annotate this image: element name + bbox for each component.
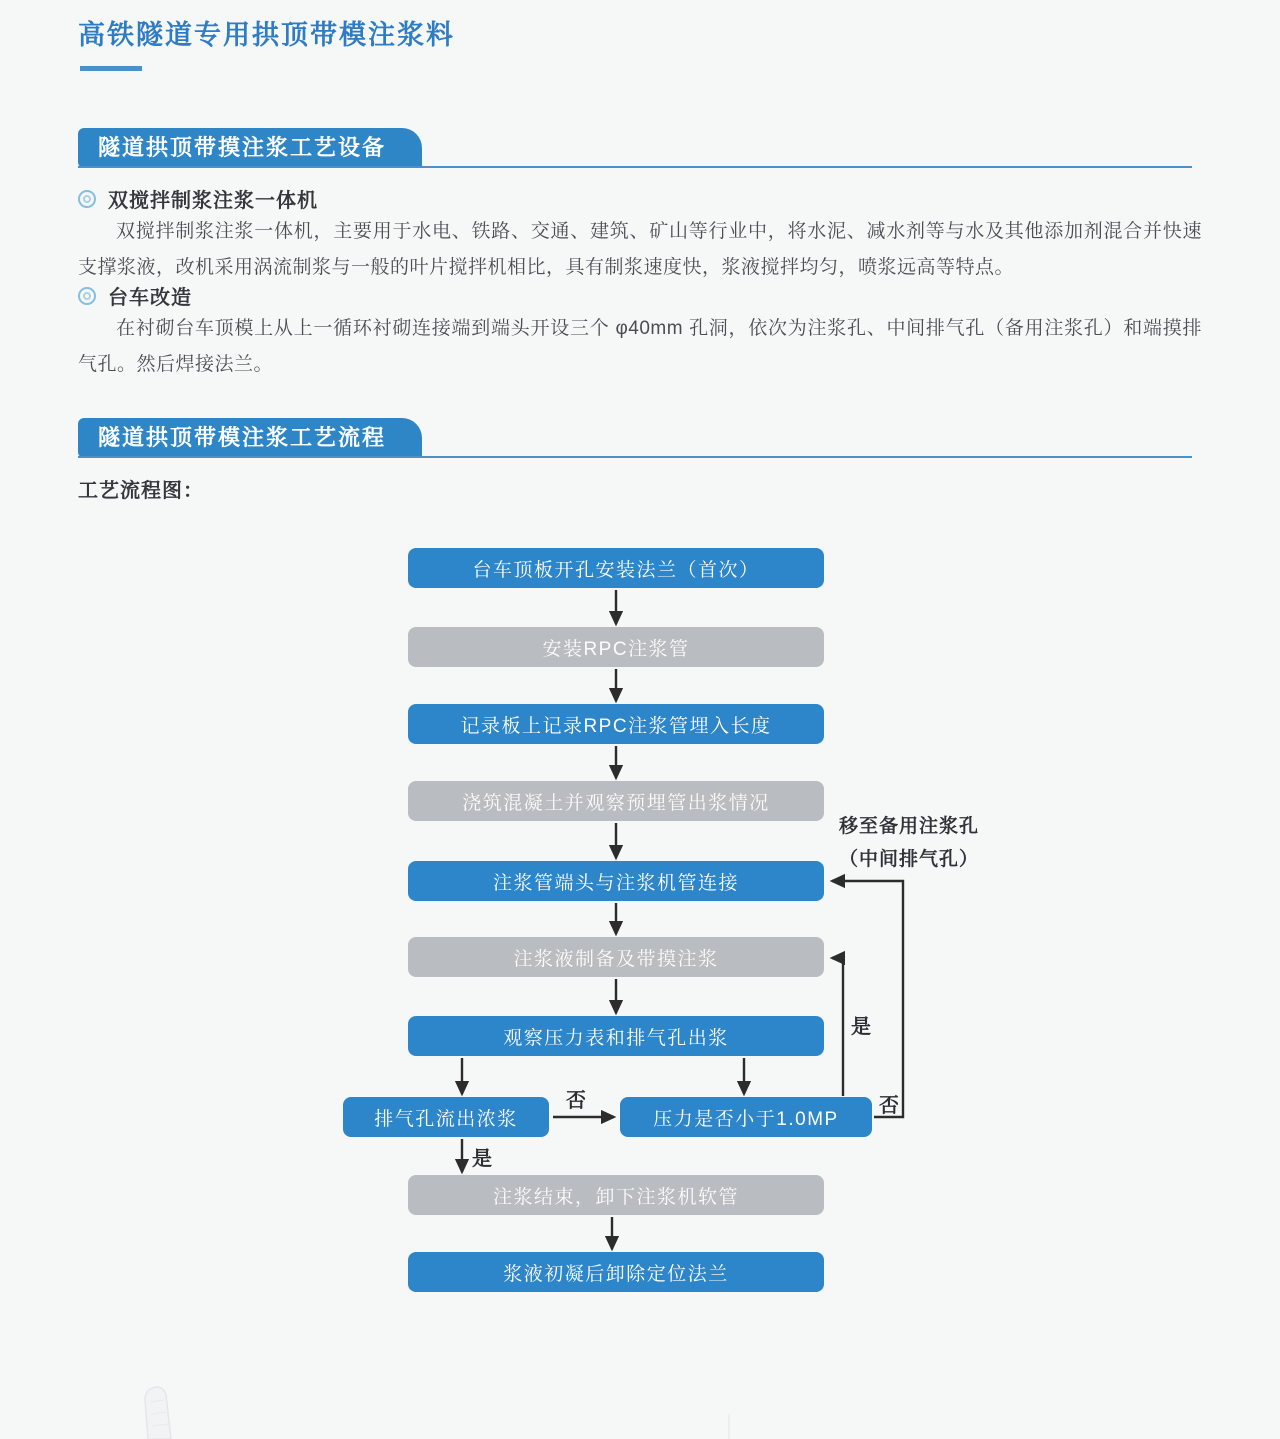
bullet-heading: 双搅拌制浆注浆一体机 [108, 190, 318, 212]
paragraph-trolley: 在衬砌台车顶模上从上一循环衬砌连接端到端头开设三个 φ40mm 孔洞，依次为注浆孔、中间排气孔（备用注浆孔）和端摸排气孔。然后焊接法兰。 [78, 318, 1202, 375]
page-title: 高铁隧道专用拱顶带模注浆料 [78, 20, 455, 50]
watermark-mark [728, 1414, 730, 1439]
flow-node-pressure-check: 压力是否小于1.0MP [620, 1097, 872, 1137]
banner-underline [78, 166, 1192, 168]
flow-node-vent-outflow: 排气孔流出浓浆 [343, 1097, 549, 1137]
bullet-item-trolley [78, 281, 192, 310]
section-banner-equipment: 隧道拱顶带摸注浆工艺设备 [78, 128, 422, 168]
banner-underline [78, 456, 1192, 458]
bullet-heading: 台车改造 [108, 287, 192, 309]
ring-bullet-icon [78, 190, 96, 208]
title-underline [80, 66, 142, 71]
edge-label-no-branch: 否 [566, 1090, 587, 1112]
flow-node-remove-flange: 浆液初凝后卸除定位法兰 [408, 1252, 824, 1292]
flow-node-record-length: 记录板上记录RPC注浆管埋入长度 [408, 704, 824, 744]
paragraph-mixer: 双搅拌制浆注浆一体机，主要用于水电、铁路、交通、建筑、矿山等行业中，将水泥、减水剂等与水及其他添加剂混合并快速支撑浆液，改机采用涡流制浆与一般的叶片搅拌机相比，具有制浆速度快，浆液搅拌均匀，喷浆远高等特点。 [78, 221, 1202, 278]
flow-node-prepare-grout: 注浆液制备及带摸注浆 [408, 937, 824, 977]
flow-node-install-rpc: 安装RPC注浆管 [408, 627, 824, 667]
section-banner-process: 隧道拱顶带模注浆工艺流程 [78, 418, 422, 458]
loop-annotation-line1: 移至备用注浆孔 [838, 816, 979, 837]
flow-node-drill-flange: 台车顶板开孔安装法兰（首次） [408, 548, 824, 588]
edge-label-yes-down: 是 [472, 1148, 493, 1170]
ring-bullet-icon [78, 287, 96, 305]
flow-node-pour-concrete: 浇筑混凝土并观察预埋管出浆情况 [408, 781, 824, 821]
watermark-building [130, 1384, 200, 1439]
edge-label-no-loop: 否 [879, 1095, 900, 1117]
flow-node-connect-pipe: 注浆管端头与注浆机管连接 [408, 861, 824, 901]
flow-node-observe-gauge: 观察压力表和排气孔出浆 [408, 1016, 824, 1056]
loop-annotation-line2: （中间排气孔） [838, 849, 979, 870]
edge-label-yes-loop: 是 [851, 1016, 872, 1038]
loop-annotation [828, 810, 990, 876]
diagram-label: 工艺流程图： [78, 480, 204, 502]
flow-node-finish-grouting: 注浆结束，卸下注浆机软管 [408, 1175, 824, 1215]
bullet-item-mixer [78, 184, 318, 213]
